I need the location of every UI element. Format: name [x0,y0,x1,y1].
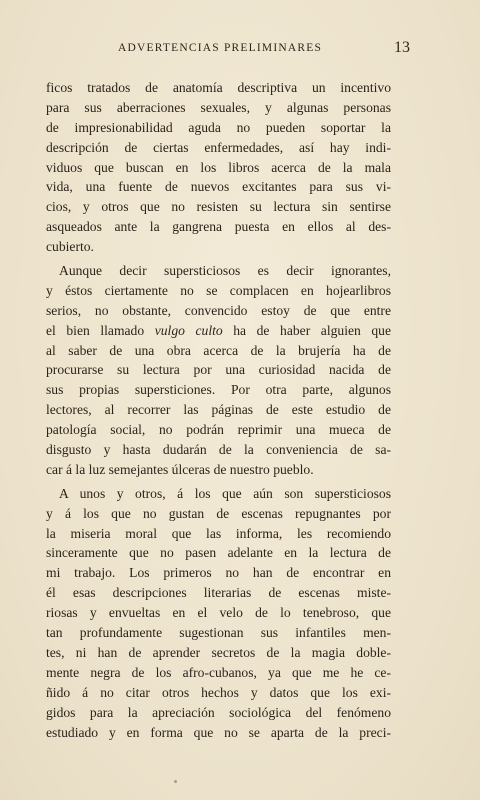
text-line: sus propias supersticiones. Por otra parte, algunos [46,382,391,398]
text-line: sinceramente que no pasen adelante en la lectura de [46,545,391,561]
paragraph-3 [46,484,391,743]
text-line: mi trabajo. Los primeros no han de encontrar en [46,565,391,581]
text-segment: el bien llamado [46,322,155,338]
text-line: asqueados ante la gangrena puesta en ellos al des- [46,219,391,235]
text-line: para sus aberraciones sexuales, y algunas personas [46,99,391,115]
text-line: mente negra de los afro-cubanos, ya que me he ce- [46,664,391,680]
text-line: ñido á no citar otros hechos y datos que los exi- [46,684,391,700]
text-line: tan profundamente sugestionan sus infantiles men- [46,625,391,641]
text-line: gidos para la apreciación sociológica del fenómeno [46,704,391,720]
running-head: ADVERTENCIAS PRELIMINARES [118,42,323,54]
page-header [70,39,410,62]
paragraph-1 [46,78,391,257]
text-line: la miseria moral que las informa, les recomiendo [46,525,391,541]
text-line: cios, y otros que no resisten su lectura sin sentirse [46,199,391,215]
text-line: riosas y envueltas en el velo de lo tenebroso, que [46,605,391,621]
text-line: lectores, al recorrer las páginas de este estudio de [46,402,391,418]
text-line: Aunque decir supersticiosos es decir ignorantes, [59,263,391,279]
text-line: procurarse su lectura por una curiosidad nacida de [46,362,391,378]
text-line: disgusto y hasta dudarán de la conveniencia de sa- [46,442,391,458]
paper-speck [174,780,177,783]
text-line: tes, ni han de aprender secretos de la magia doble- [46,644,391,660]
text-segment: ha de haber alguien que [222,322,392,338]
page-number: 13 [394,39,410,56]
text-line: serios, no obstante, convencido estoy de que entre [46,302,391,318]
italic-phrase: vulgo culto [154,322,223,338]
text-line: descripción de ciertas enfermedades, así hay indi- [46,139,391,155]
text-line: vida, una fuente de nuevos excitantes para sus vi- [46,179,391,195]
body-text [46,78,391,742]
text-line: y éstos ciertamente no se complacen en hojearlibros [46,282,391,298]
text-line: viduos que buscan en los libros acerca de la mala [46,159,391,175]
text-line: A unos y otros, á los que aún son supersticiosos [59,485,391,501]
text-line: él esas descripciones literarias de escenas miste- [46,585,391,601]
text-line: patología social, no podrán reprimir una mueca de [46,422,391,438]
text-line: cubierto. [46,239,94,255]
text-line-with-italic [46,321,391,341]
text-line: al saber de una obra acerca de la brujería ha de [46,342,391,358]
text-line: car á la luz semejantes úlceras de nuestro pueblo. [46,461,314,477]
paragraph-2 [46,261,391,480]
text-line: estudiado y en forma que no se aparta de la preci- [46,724,391,740]
text-line: y á los que no gustan de escenas repugnantes por [46,505,391,521]
text-line: de impresionabilidad aguda no pueden soportar la [46,119,391,135]
text-line: ficos tratados de anatomía descriptiva un incentivo [46,80,391,95]
